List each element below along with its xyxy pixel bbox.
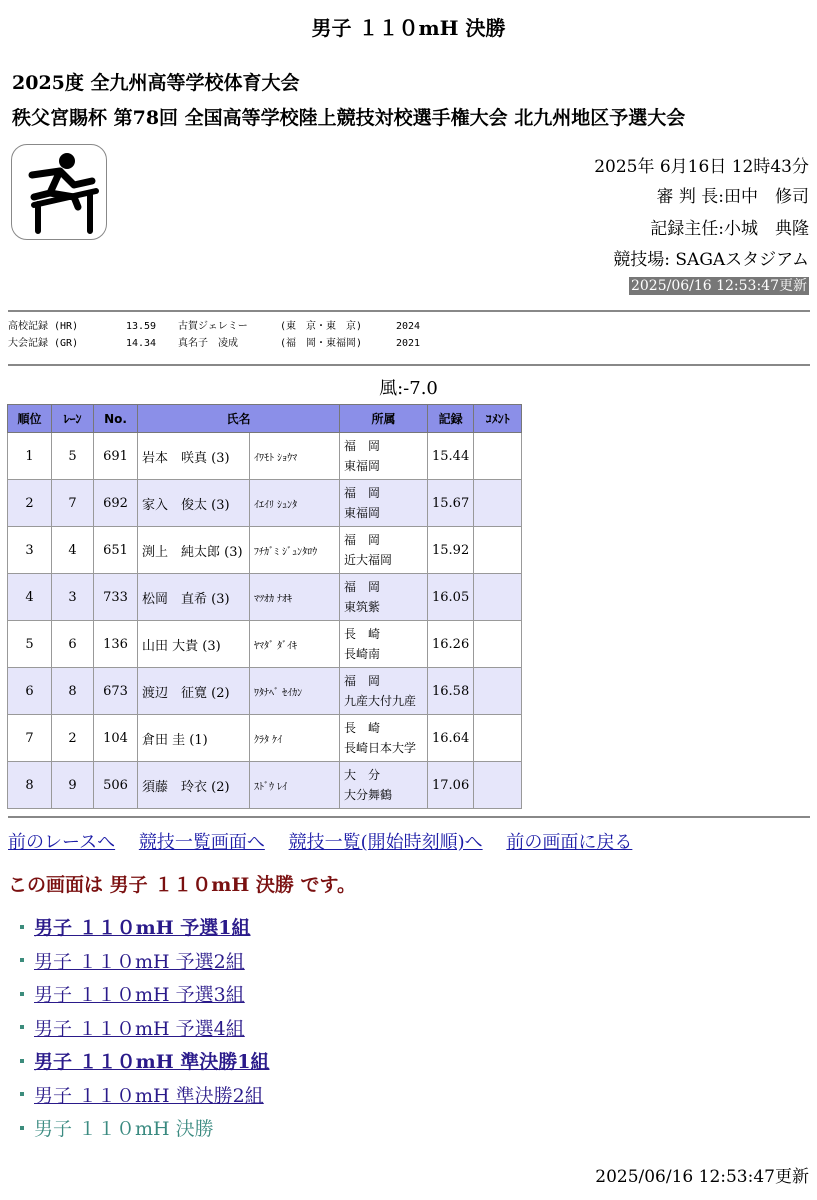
athlete-name-cell: 家入 俊太 (3) — [138, 480, 250, 527]
athlete-kana-cell: ｲｴｲﾘ ｼｭﾝﾀ — [250, 480, 340, 527]
results-table — [7, 404, 522, 809]
school: 大分舞鶴 — [344, 788, 393, 802]
rank-cell: 6 — [8, 668, 52, 715]
prefecture: 福 岡 — [344, 580, 381, 594]
bib-cell: 136 — [94, 621, 138, 668]
record-row-gr — [8, 335, 420, 352]
heat-list-item — [20, 910, 270, 944]
athlete-kana-cell: ｽﾄﾞｳ ﾚｲ — [250, 762, 340, 809]
bullet-icon — [20, 992, 24, 996]
col-mark: 記録 — [428, 405, 474, 433]
school: 長崎日本大学 — [344, 741, 417, 755]
table-row — [8, 762, 522, 809]
rank-cell: 7 — [8, 715, 52, 762]
record-affiliation: (東 京・東 京) — [280, 321, 363, 332]
back-link[interactable]: 前の画面に戻る — [506, 832, 633, 853]
bullet-icon — [20, 925, 24, 929]
affiliation-cell — [340, 621, 428, 668]
athlete-kana-cell: ｲﾜﾓﾄ ｼｮｳﾏ — [250, 433, 340, 480]
school: 長崎南 — [344, 647, 381, 661]
rank-cell: 8 — [8, 762, 52, 809]
divider — [8, 310, 810, 312]
school: 東福岡 — [344, 459, 381, 473]
mark-cell: 15.92 — [428, 527, 474, 574]
hurdles-icon — [11, 144, 107, 240]
table-row — [8, 668, 522, 715]
record-row-hr — [8, 318, 420, 335]
affiliation-cell — [340, 715, 428, 762]
record-label: 大会記録 (GR) — [8, 338, 79, 349]
heat-link[interactable]: 男子 １１０mH 予選1組 — [34, 917, 251, 940]
rank-cell: 3 — [8, 527, 52, 574]
record-affiliation: (福 岡・東福岡) — [280, 338, 363, 349]
records-block — [8, 318, 420, 352]
col-rank: 順位 — [8, 405, 52, 433]
record-year: 2021 — [396, 338, 421, 349]
heat-link[interactable]: 男子 １１０mH 予選3組 — [34, 984, 245, 1007]
table-row — [8, 621, 522, 668]
meet-datetime: 2025年 6月16日 12時43分 — [594, 157, 809, 177]
affiliation-cell — [340, 433, 428, 480]
rank-cell: 2 — [8, 480, 52, 527]
prefecture: 長 崎 — [344, 627, 381, 641]
col-lane: ﾚｰﾝ — [52, 405, 94, 433]
comment-cell — [474, 433, 522, 480]
mark-cell: 16.64 — [428, 715, 474, 762]
prefecture: 福 岡 — [344, 674, 381, 688]
bib-cell: 651 — [94, 527, 138, 574]
table-header-row — [8, 405, 522, 433]
record-mark: 13.59 — [125, 321, 157, 332]
athlete-kana-cell: ﾔﾏﾀﾞ ﾀﾞｲｷ — [250, 621, 340, 668]
heat-list-item — [20, 944, 270, 978]
event-list-link[interactable]: 競技一覧画面へ — [138, 832, 265, 853]
heat-link[interactable]: 男子 １１０mH 準決勝1組 — [34, 1051, 270, 1074]
rank-cell: 1 — [8, 433, 52, 480]
heat-list-item — [20, 977, 270, 1011]
recorder: 記録主任:小城 典隆 — [650, 219, 809, 239]
comment-cell — [474, 574, 522, 621]
heat-link[interactable]: 男子 １１０mH 予選4組 — [34, 1017, 245, 1040]
heat-list-item — [20, 1111, 270, 1145]
referee: 審 判 長:田中 修司 — [656, 187, 809, 207]
comment-cell — [474, 762, 522, 809]
mark-cell: 16.26 — [428, 621, 474, 668]
athlete-name-cell: 山田 大貴 (3) — [138, 621, 250, 668]
athlete-kana-cell: ﾜﾀﾅﾍﾞ ｾｲｶﾝ — [250, 668, 340, 715]
prev-race-link[interactable]: 前のレースへ — [8, 832, 116, 853]
table-row — [8, 480, 522, 527]
meet-title-line2: 秩父宮賜杯 第78回 全国高等学校陸上競技対校選手権大会 北九州地区予選大会 — [12, 107, 686, 129]
venue: 競技場: SAGAスタジアム — [613, 250, 809, 270]
table-row — [8, 715, 522, 762]
record-name: 古賀ジェレミー — [178, 321, 248, 332]
comment-cell — [474, 621, 522, 668]
heat-link[interactable]: 男子 １１０mH 準決勝2組 — [34, 1084, 264, 1107]
table-row — [8, 574, 522, 621]
athlete-name-cell: 岩本 咲真 (3) — [138, 433, 250, 480]
divider — [8, 364, 810, 366]
meet-title-line1: 2025度 全九州高等学校体育大会 — [12, 72, 300, 94]
divider — [8, 816, 810, 818]
bullet-icon — [20, 1092, 24, 1096]
event-list-time-link[interactable]: 競技一覧(開始時刻順)へ — [288, 832, 483, 853]
school: 九産大付九産 — [344, 694, 417, 708]
nav-links — [8, 828, 650, 854]
prefecture: 長 崎 — [344, 721, 381, 735]
affiliation-cell — [340, 527, 428, 574]
heat-link[interactable]: 男子 １１０mH 予選2組 — [34, 950, 245, 973]
school: 東筑紫 — [344, 600, 381, 614]
col-comment: ｺﾒﾝﾄ — [474, 405, 522, 433]
bib-cell: 691 — [94, 433, 138, 480]
col-affiliation: 所属 — [340, 405, 428, 433]
bib-cell: 733 — [94, 574, 138, 621]
lane-cell: 9 — [52, 762, 94, 809]
prefecture: 福 岡 — [344, 486, 381, 500]
affiliation-cell — [340, 480, 428, 527]
bib-cell: 692 — [94, 480, 138, 527]
rank-cell: 4 — [8, 574, 52, 621]
affiliation-cell — [340, 762, 428, 809]
athlete-name-cell: 渡辺 征寛 (2) — [138, 668, 250, 715]
page-title: 男子 １１０mH 決勝 — [311, 16, 506, 40]
record-name: 真名子 凌成 — [178, 338, 238, 349]
athlete-name-cell: 須藤 玲衣 (2) — [138, 762, 250, 809]
mark-cell: 16.58 — [428, 668, 474, 715]
lane-cell: 2 — [52, 715, 94, 762]
athlete-name-cell: 松岡 直希 (3) — [138, 574, 250, 621]
bib-cell: 506 — [94, 762, 138, 809]
mark-cell: 16.05 — [428, 574, 474, 621]
bullet-icon — [20, 958, 24, 962]
mark-cell: 17.06 — [428, 762, 474, 809]
comment-cell — [474, 715, 522, 762]
athlete-kana-cell: ﾏﾂｵｶ ﾅｵｷ — [250, 574, 340, 621]
lane-cell: 7 — [52, 480, 94, 527]
lane-cell: 3 — [52, 574, 94, 621]
lane-cell: 6 — [52, 621, 94, 668]
athlete-name-cell: 倉田 圭 (1) — [138, 715, 250, 762]
heat-list-item — [20, 1011, 270, 1045]
updated-badge: 2025/06/16 12:53:47更新 — [630, 278, 807, 294]
prefecture: 福 岡 — [344, 533, 381, 547]
heat-list — [20, 910, 270, 1145]
table-row — [8, 433, 522, 480]
bullet-icon — [20, 1059, 24, 1063]
comment-cell — [474, 480, 522, 527]
lane-cell: 8 — [52, 668, 94, 715]
school: 近大福岡 — [344, 553, 393, 567]
wind-reading: 風:-7.0 — [379, 378, 438, 399]
bullet-icon — [20, 1126, 24, 1130]
affiliation-cell — [340, 574, 428, 621]
current-event-message: この画面は 男子 １１０mH 決勝 です。 — [8, 874, 356, 896]
school: 東福岡 — [344, 506, 381, 520]
athlete-name-cell: 渕上 純太郎 (3) — [138, 527, 250, 574]
table-row — [8, 527, 522, 574]
col-name: 氏名 — [138, 405, 340, 433]
col-number: No. — [94, 405, 138, 433]
affiliation-cell — [340, 668, 428, 715]
lane-cell: 5 — [52, 433, 94, 480]
record-year: 2024 — [396, 321, 421, 332]
athlete-kana-cell: ﾌﾁｶﾞﾐ ｼﾞｭﾝﾀﾛｳ — [250, 527, 340, 574]
mark-cell: 15.44 — [428, 433, 474, 480]
lane-cell: 4 — [52, 527, 94, 574]
prefecture: 大 分 — [344, 768, 381, 782]
bullet-icon — [20, 1025, 24, 1029]
rank-cell: 5 — [8, 621, 52, 668]
record-label: 高校記録 (HR) — [8, 321, 79, 332]
heat-list-item — [20, 1044, 270, 1078]
bib-cell: 673 — [94, 668, 138, 715]
mark-cell: 15.67 — [428, 480, 474, 527]
prefecture: 福 岡 — [344, 439, 381, 453]
athlete-kana-cell: ｸﾗﾀ ｹｲ — [250, 715, 340, 762]
comment-cell — [474, 668, 522, 715]
record-mark: 14.34 — [125, 338, 157, 349]
heat-list-item — [20, 1078, 270, 1112]
bib-cell: 104 — [94, 715, 138, 762]
comment-cell — [474, 527, 522, 574]
heat-current-label: 男子 １１０mH 決勝 — [34, 1118, 214, 1141]
footer-updated: 2025/06/16 12:53:47更新 — [595, 1167, 809, 1187]
